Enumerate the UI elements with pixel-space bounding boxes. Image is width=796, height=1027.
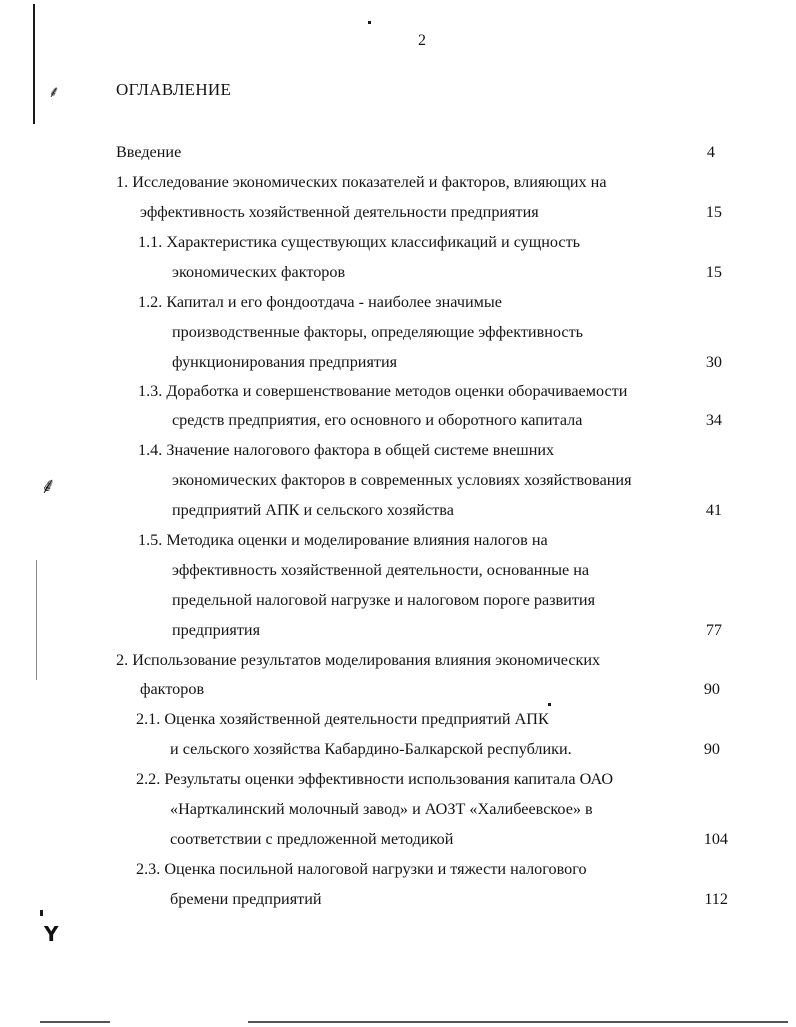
scan-bottom-line-left <box>40 1021 110 1023</box>
toc-line: 2.1. Оценка хозяйственной деятельности предприятий АПК <box>136 710 549 728</box>
scan-mark-dot <box>40 910 43 916</box>
toc-line: экономических факторов <box>172 263 346 281</box>
toc-page-number: 4 <box>706 143 715 161</box>
toc-line: экономических факторов в современных условиях хозяйствования <box>172 471 632 489</box>
toc-line: предприятия <box>172 621 261 639</box>
toc-line: бремени предприятий <box>170 890 322 908</box>
toc-line: средств предприятия, его основного и оборотного капитала <box>172 411 583 429</box>
toc-page-number: 90 <box>703 680 720 698</box>
toc-line: факторов <box>140 680 205 698</box>
toc-line: 1.4. Значение налогового фактора в общей системе внешних <box>138 441 555 459</box>
scan-left-edge-line-lower <box>36 560 37 680</box>
scan-mark-dot <box>368 21 371 24</box>
toc-page-number: 77 <box>705 621 722 639</box>
toc-line: соответствии с предложенной методикой <box>170 830 454 848</box>
scan-left-edge-line <box>33 4 35 124</box>
toc-line: Введение <box>116 143 182 161</box>
scan-blot-icon: Y <box>44 922 59 946</box>
toc-line: производственные факторы, определяющие эффективность <box>172 323 584 341</box>
toc-line: 2.3. Оценка посильной налоговой нагрузки и тяжести налогового <box>136 860 587 878</box>
toc-line: 2. Использование результатов моделирования влияния экономических <box>116 651 601 669</box>
toc-line: «Нарткалинский молочный завод» и АОЗТ «Халибеевское» в <box>170 800 593 818</box>
toc-line: предприятий АПК и сельского хозяйства <box>172 501 454 519</box>
toc-line: эффективность хозяйственной деятельности, основанные на <box>172 561 590 579</box>
scan-bottom-line <box>248 1021 788 1023</box>
scan-blot-icon: ⸙ <box>40 474 57 499</box>
toc-line: 1.1. Характеристика существующих классификаций и сущность <box>138 233 581 251</box>
toc-page-number: 104 <box>703 830 728 848</box>
scan-blot-icon: ⸙ <box>48 82 61 101</box>
toc-line: 1.2. Капитал и его фондоотдача - наиболее значимые <box>138 293 502 311</box>
toc-line: и сельского хозяйства Кабардино-Балкарской республики. <box>170 740 572 758</box>
toc-page-number: 112 <box>704 890 728 908</box>
toc-page-number: 41 <box>705 501 722 519</box>
toc-line: предельной налоговой нагрузке и налоговом пороге развития <box>172 591 596 609</box>
toc-page-number: 90 <box>703 740 720 758</box>
toc-line: 1.5. Методика оценки и моделирование влияния налогов на <box>138 531 548 549</box>
toc-line: 1.3. Доработка и совершенствование методов оценки оборачиваемости <box>138 382 628 400</box>
toc-page-number: 15 <box>705 203 722 221</box>
toc-title: ОГЛАВЛЕНИЕ <box>116 80 232 99</box>
toc-line: 1. Исследование экономических показателей и факторов, влияющих на <box>116 173 607 191</box>
toc-page-number: 15 <box>705 263 722 281</box>
toc-line: эффективность хозяйственной деятельности предприятия <box>140 203 539 221</box>
toc-page-number: 30 <box>705 353 722 371</box>
toc-line: функционирования предприятия <box>172 353 398 371</box>
scan-mark-dot <box>548 703 551 706</box>
page-number: 2 <box>418 32 426 49</box>
toc-page-number: 34 <box>705 411 722 429</box>
toc-line: 2.2. Результаты оценки эффективности использования капитала ОАО <box>136 770 614 788</box>
